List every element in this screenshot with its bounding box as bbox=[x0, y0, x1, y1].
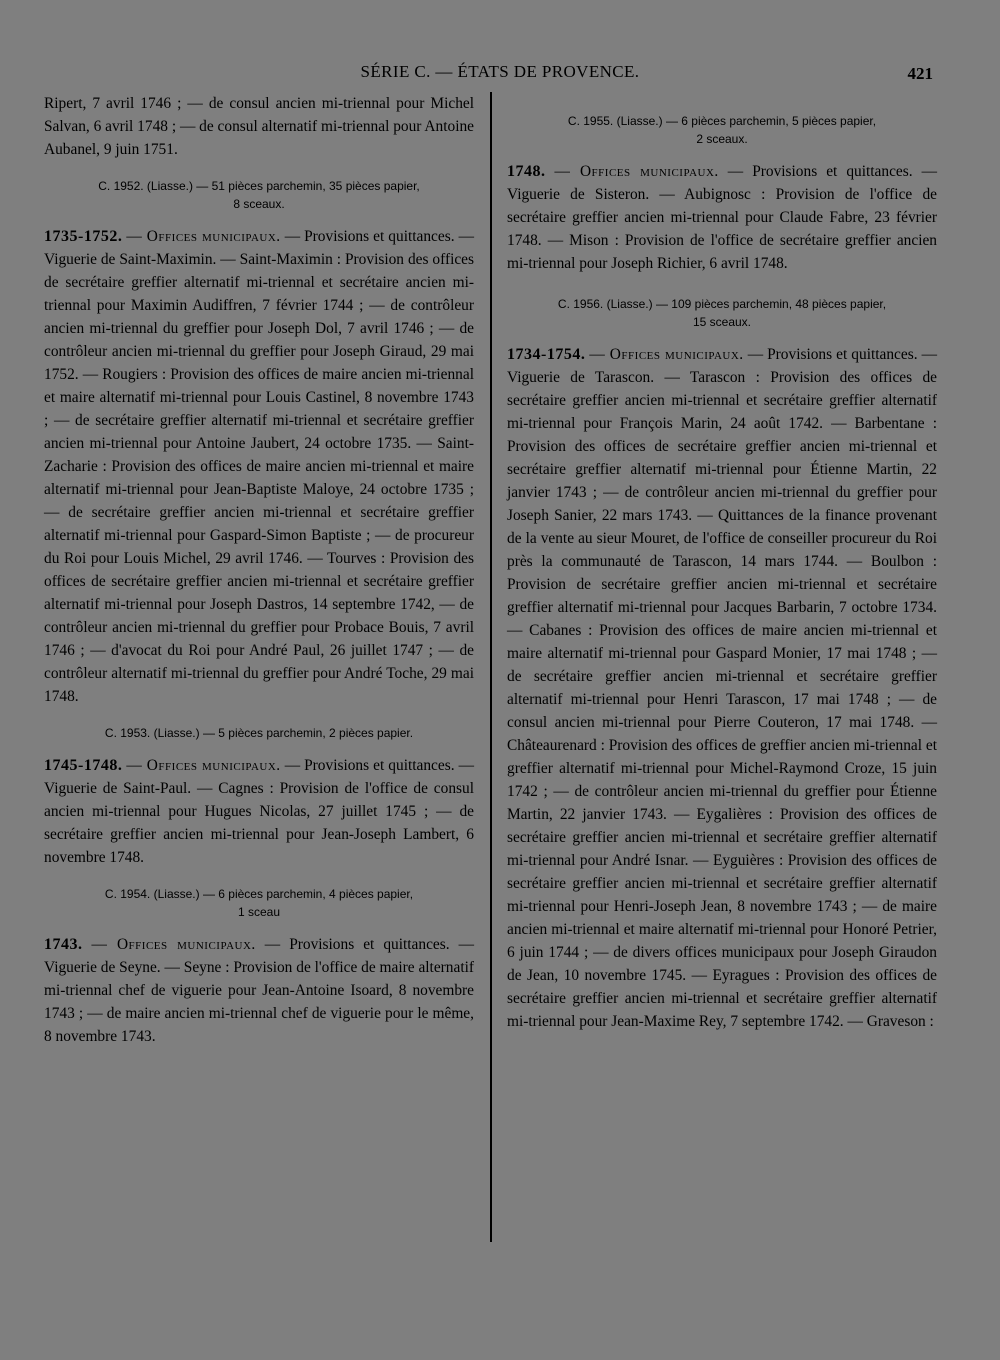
entry-paragraph bbox=[44, 933, 474, 1048]
archive-reference bbox=[44, 724, 474, 742]
entry-c1956 bbox=[507, 295, 937, 1033]
entry-c1952 bbox=[44, 177, 474, 708]
reference-line-1: C. 1952. (Liasse.) — 51 pièces parchemin, 35 pièces papier, bbox=[98, 179, 420, 193]
entry-date: 1734-1754. bbox=[507, 346, 586, 363]
entry-heading: — Offices municipaux. bbox=[91, 936, 256, 953]
page-number: 421 bbox=[907, 64, 933, 83]
right-column bbox=[507, 92, 937, 1033]
entry-date: 1735-1752. bbox=[44, 228, 123, 245]
entry-text: — Provisions et quittances. — Viguerie de Seyne. — Seyne : Provision de l'office de maire alternatif mi-triennal chef de viguerie pour Jean-Antoine Isoard, 8 novembre 1743 ; — de maire ancien mi-triennal chef de viguerie pour le même, 8 novembre 1743. bbox=[44, 936, 474, 1045]
archive-reference bbox=[44, 177, 474, 213]
column-divider bbox=[490, 92, 492, 1242]
entry-paragraph bbox=[44, 225, 474, 708]
entry-heading: — Offices municipaux. bbox=[554, 163, 719, 180]
page-header bbox=[0, 62, 1000, 86]
left-column bbox=[44, 92, 474, 1048]
entry-heading: — Offices municipaux. bbox=[126, 757, 281, 774]
reference-line-1: C. 1954. (Liasse.) — 6 pièces parchemin, 4 pièces papier, bbox=[104, 887, 414, 901]
entry-paragraph bbox=[507, 343, 937, 1033]
entry-c1954 bbox=[44, 885, 474, 1048]
archive-reference bbox=[507, 295, 937, 331]
entry-date: 1745-1748. bbox=[44, 757, 123, 774]
reference-line-2: 1 sceau bbox=[237, 905, 281, 919]
page-title: SÉRIE C. — ÉTATS DE PROVENCE. bbox=[360, 62, 640, 81]
entry-text: — Provisions et quittances. — Viguerie de Saint-Paul. — Cagnes : Provision de l'office de consul ancien mi-triennal pour Hugues Nicolas, 27 juillet 1745 ; — de secrétaire greffier ancien mi-triennal pour Jean-Joseph Lambert, 6 novembre 1748. bbox=[44, 757, 474, 866]
reference-line-1: C. 1955. (Liasse.) — 6 pièces parchemin, 5 pièces papier, bbox=[567, 114, 877, 128]
entry-text: — Provisions et quittances. — Viguerie de Sisteron. — Aubignosc : Provision de l'office de secrétaire greffier ancien mi-triennal pour Claude Fabre, 23 février 1748. — Mison : Provision de l'office de secrétaire greffier ancien mi-triennal pour Joseph Richier, 6 avril 1748. bbox=[507, 163, 937, 272]
entry-date: 1743. bbox=[44, 936, 83, 953]
reference-line-1: C. 1956. (Liasse.) — 109 pièces parchemin, 48 pièces papier, bbox=[557, 297, 887, 311]
entry-text: — Provisions et quittances. — Viguerie de Saint-Maximin. — Saint-Maximin : Provision des offices de secrétaire greffier alternatif mi-triennal et secrétaire ancien mi-triennal pour Maximin Audiffren, 7 février 1744 ; — de contrôleur ancien mi-triennal du greffier pour Joseph Dol, 7 avril 1746 ; — de contrôleur ancien mi-triennal du greffier pour Joseph Giraud, 29 mai 1752. — Rougiers : Provision des offices de maire ancien mi-triennal et maire alternatif mi-triennal pour Louis Castinel, 8 novembre 1743 ; — de secrétaire greffier alternatif mi-triennal et secrétaire greffier ancien mi-triennal pour Antoine Jaubert, 24 octobre 1735. — Saint-Zacharie : Provision des offices de maire ancien mi-triennal et maire alternatif mi-triennal pour Jean-Baptiste Maloye, 24 octobre 1735 ; — de secrétaire greffier ancien mi-triennal et secrétaire greffier alternatif mi-triennal pour Gaspard-Simon Baptiste ; — de procureur du Roi pour Louis Michel, 29 avril 1746. — Tourves : Provision des offices de secrétaire greffier ancien mi-triennal et secrétaire greffier alternatif mi-triennal pour Joseph Dastros, 14 septembre 1742, — de contrôleur ancien mi-triennal du greffier pour Probace Bouis, 7 avril 1746 ; — d'avocat du Roi pour André Paul, 26 juillet 1747 ; — de contrôleur alternatif mi-triennal du greffier pour André Toche, 29 mai 1748. bbox=[44, 228, 474, 705]
continuation-paragraph: Ripert, 7 avril 1746 ; — de consul ancien mi-triennal pour Michel Salvan, 6 avril 1748 ; — de consul alternatif mi-triennal pour Antoine Aubanel, 9 juin 1751. bbox=[44, 95, 474, 158]
entry-paragraph bbox=[44, 754, 474, 869]
reference-line-2: 2 sceaux. bbox=[696, 132, 748, 146]
reference-line-2: 15 sceaux. bbox=[692, 315, 752, 329]
archive-reference bbox=[44, 885, 474, 921]
entry-heading: — Offices municipaux. bbox=[589, 346, 744, 363]
entry-heading: — Offices municipaux. bbox=[126, 228, 281, 245]
reference-line-2: 8 sceaux. bbox=[233, 197, 285, 211]
archive-reference bbox=[507, 112, 937, 148]
reference-line-1: C. 1953. (Liasse.) — 5 pièces parchemin, 2 pièces papier. bbox=[104, 726, 414, 740]
entry-paragraph bbox=[507, 160, 937, 275]
entry-c1955 bbox=[507, 112, 937, 275]
entry-c1953 bbox=[44, 724, 474, 869]
entry-text: — Provisions et quittances. — Viguerie de Tarascon. — Tarascon : Provision des offices de secrétaire greffier ancien mi-triennal et secrétaire greffier alternatif mi-triennal pour François Marin, 24 août 1742. — Barbentane : Provision des offices de secrétaire greffier ancien mi-triennal et secrétaire greffier alternatif mi-triennal pour Étienne Martin, 22 janvier 1743 ; — de contrôleur ancien mi-triennal du greffier pour Joseph Sanier, 22 mars 1743. — Quittances de la finance provenant de la vente au sieur Mouret, de l'office de conseiller procureur du Roi près la communauté de Tarascon, 14 mars 1744. — Boulbon : Provision de secrétaire greffier ancien mi-triennal et secrétaire greffier alternatif mi-triennal pour Jacques Barbarin, 7 octobre 1734. — Cabanes : Provision des offices de maire ancien mi-triennal et maire alternatif mi-triennal pour Gaspard Monier, 17 mai 1748 ; — de secrétaire greffier ancien mi-triennal et secrétaire greffier alternatif mi-triennal pour Henri Tarascon, 17 mai 1748 ; — de consul ancien mi-triennal pour Pierre Couteron, 17 mai 1748. — Châteaurenard : Provision des offices de greffier ancien mi-triennal et greffier alternatif mi-triennal pour Michel-Raymond Croze, 15 juin 1742 ; — de contrôleur ancien mi-triennal du greffier pour Étienne Martin, 22 janvier 1743. — Eygalières : Provision des offices de secrétaire greffier ancien mi-triennal et secrétaire greffier alternatif mi-triennal pour André Isnar. — Eyguières : Provision des offices de secrétaire greffier ancien mi-triennal et secrétaire greffier alternatif mi-triennal pour Henri-Joseph Jean, 8 novembre 1743 ; — de maire ancien mi-triennal et maire alternatif mi-triennal pour Honoré Petrier, 6 juin 1744 ; — de divers offices municipaux pour Joseph Giraudon de Jean, 10 novembre 1745. — Eyragues : Provision des offices de secrétaire greffier ancien mi-triennal et secrétaire greffier alternatif mi-triennal pour Jean-Maxime Rey, 7 septembre 1742. — Graveson : bbox=[507, 346, 937, 1030]
entry-date: 1748. bbox=[507, 163, 546, 180]
